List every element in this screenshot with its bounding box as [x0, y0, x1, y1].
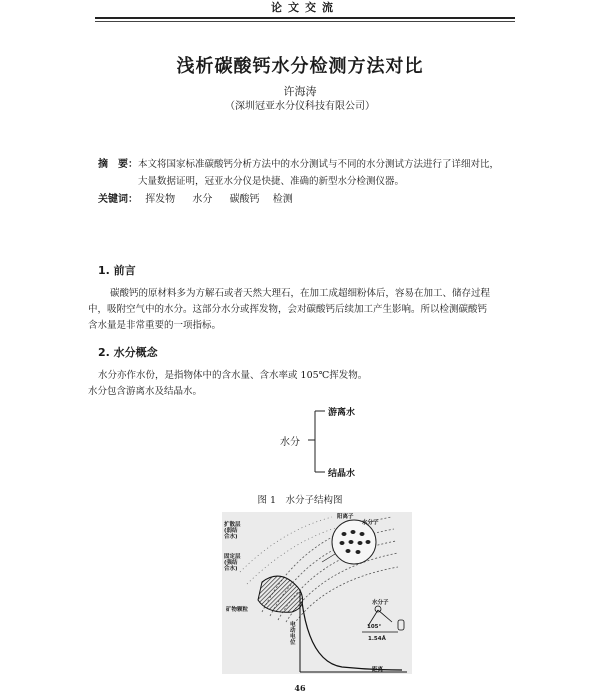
paragraph-line: 碳酸钙的原材料多为方解石或者天然大理石，在加工成超细粉体后，容易在加工、储存过程 [110, 288, 491, 299]
tree-root-label: 水分 [280, 437, 300, 448]
label-water-molecule-top: 水分子 [362, 520, 379, 526]
keyword: 碳酸钙 [229, 194, 260, 205]
moisture-tree-diagram [270, 400, 420, 485]
paragraph-line: 水分亦作水份，是指物体中的含水量、含水率或 105℃挥发物。 [98, 370, 368, 381]
paper-affiliation: （深圳冠亚水分仪科技有限公司） [225, 101, 375, 112]
keyword: 挥发物 [145, 194, 176, 205]
paragraph-line: 中，吸附空气中的水分。这部分水分或挥发物，会对碳酸钙后续加工产生影响。所以检测碳酸钙 [88, 304, 488, 315]
label-electrokinetic-potential: 电 动 电 位 [290, 622, 296, 646]
header-rule-thin [95, 21, 515, 22]
structure-illustration [222, 512, 412, 674]
abstract-line-2: 大量数据证明，冠亚水分仪是快捷、准确的新型水分检测仪器。 [138, 176, 405, 187]
section-heading-preface: 1. 前言 [98, 264, 136, 277]
tree-branch-crystal-water: 结晶水 [328, 469, 356, 479]
abstract-line-1: 本文将国家标准碳酸钙分析方法中的水分测试与不同的水分测试方法进行了详细对比， [138, 159, 500, 170]
tree-branch-free-water: 游离水 [328, 408, 356, 418]
paper-title: 浅析碳酸钙水分检测方法对比 [176, 56, 424, 77]
label-cation: 阳离子 [337, 514, 354, 520]
water-structure-diagram [222, 512, 412, 674]
abstract-label: 摘 要： [98, 159, 138, 170]
keywords-row: 关键词： 挥发物 水分 碳酸钙 检测 [98, 194, 293, 205]
journal-section-header: 论文交流 [271, 1, 339, 14]
label-water-molecule-right: 水分子 [372, 600, 389, 606]
label-distance: 距离 [372, 667, 384, 673]
header-rule-thick [95, 17, 515, 19]
section-heading-moisture-concept: 2. 水分概念 [98, 346, 158, 359]
keyword: 水分 [192, 194, 213, 205]
label-diffusion-layer: 扩散层 (弱结 合水) [224, 522, 241, 540]
paragraph-line: 含水量是非常重要的一项指标。 [88, 320, 222, 331]
label-mineral-particle: 矿物颗粒 [226, 607, 249, 613]
label-fixed-layer: 固定层 (强结 合水) [224, 554, 241, 572]
figure-1-caption: 图 1 水分子结构图 [257, 495, 343, 506]
paragraph-line: 水分包含游离水及结晶水。 [88, 386, 203, 397]
keyword: 检测 [272, 194, 293, 205]
page-number: 46 [294, 683, 306, 693]
paper-author: 许海涛 [283, 85, 317, 98]
label-bond-angle: 105° [367, 624, 382, 630]
label-bond-length: 1.54Å [368, 636, 386, 642]
